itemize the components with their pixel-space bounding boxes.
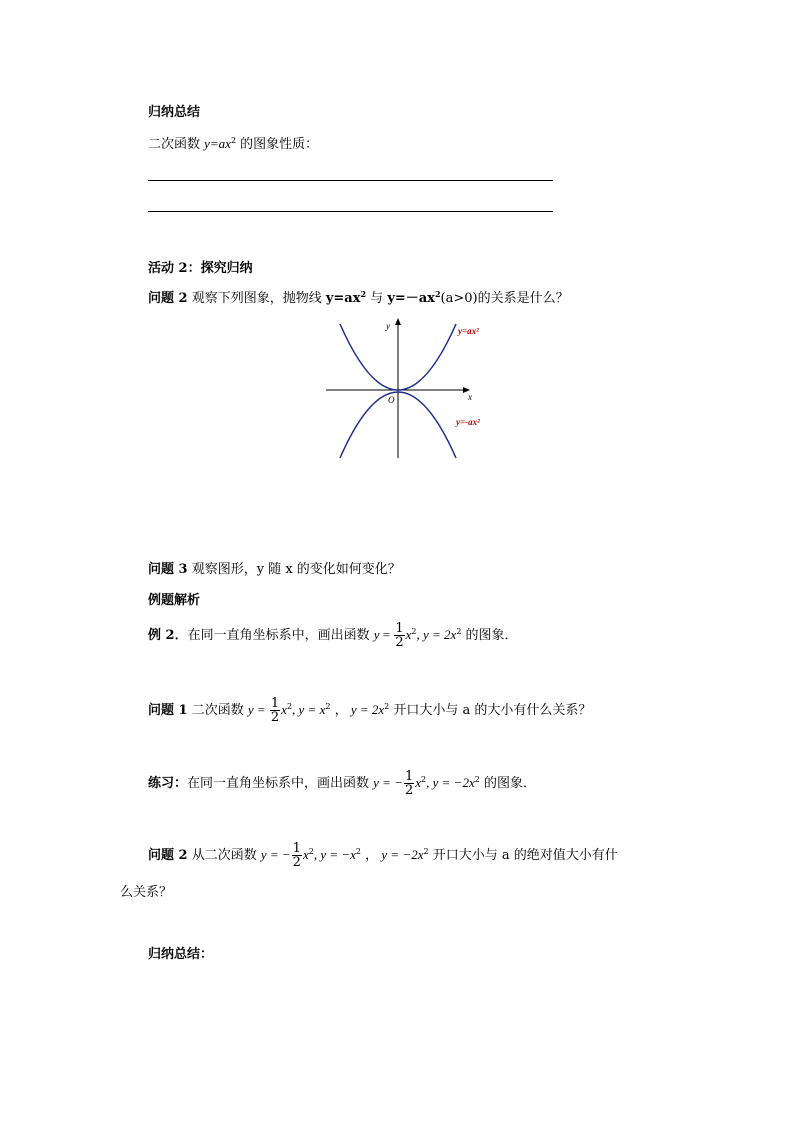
question1-fraction (270, 697, 280, 724)
question2b-numerator: 1 (292, 841, 301, 856)
question2b-sup1: 2 (308, 847, 314, 856)
practice-sup2: 2 (474, 775, 480, 784)
question1-expr-c: , y = x (292, 702, 326, 717)
question2-line (148, 289, 569, 306)
practice-denominator: 2 (404, 783, 414, 798)
question2b-expr-b: x (302, 847, 309, 862)
y-axis-arrow (395, 318, 401, 325)
question2-expr1: y=ax (325, 291, 361, 306)
question2-exp1: 2 (360, 289, 367, 299)
y-axis-label: y (386, 321, 390, 331)
question2-expr2: y=－ax (387, 291, 435, 306)
example2-label: 例 2． (148, 628, 188, 643)
example2-rest: , y = 2x (416, 627, 457, 642)
examples-heading: 例题解析 (148, 593, 201, 608)
question2-exp2: 2 (434, 289, 441, 299)
property-prompt (148, 137, 318, 151)
question3-line (148, 563, 401, 576)
question1-end: 开口大小与 a 的大小有什么关系？ (389, 703, 592, 718)
example2-line (148, 622, 518, 649)
x-axis-label: x (468, 392, 472, 402)
question2-text-b: 与 (366, 291, 388, 306)
question1-denominator: 2 (270, 710, 280, 725)
practice-label: 练习： (148, 776, 188, 791)
question2b-denominator: 2 (292, 855, 301, 870)
question2-text-c: 的关系是什么？ (477, 291, 569, 306)
activity2-heading: 活动 2：探究归纳 (148, 261, 253, 276)
question2b-sep: ， (361, 848, 379, 863)
example2-text: 在同一直角坐标系中，画出函数 (187, 628, 374, 643)
example2-x: x (405, 627, 412, 642)
question2b-line2: 么关系？ (120, 885, 173, 900)
question3-text: 观察图形，y 随 x 的变化如何变化？ (187, 562, 401, 577)
question1-label: 问题 1 (148, 703, 188, 718)
question2b-sup2: 2 (355, 847, 362, 856)
answer-line-2[interactable] (148, 211, 553, 212)
question1-line (148, 697, 591, 724)
question2b-expr-c: , y = −x (313, 847, 356, 862)
question2b-fraction (292, 842, 302, 869)
property-suffix: 的图象性质： (236, 137, 319, 152)
example2-fraction (394, 622, 404, 649)
question1-expr-a: y = (247, 702, 269, 717)
practice-line (148, 770, 536, 797)
label-y-equals-ax2: y=ax² (458, 326, 479, 336)
practice-numerator: 1 (404, 769, 414, 784)
question3-label: 问题 3 (148, 562, 188, 577)
question2b-label: 问题 2 (148, 848, 188, 863)
summary-heading: 归纳总结 (148, 105, 201, 120)
property-expr: y=ax (204, 136, 231, 151)
example2-denominator: 2 (395, 635, 404, 650)
example2-end: 的图象． (461, 628, 518, 643)
answer-line-1[interactable] (148, 180, 553, 181)
example2-sup2: 2 (456, 627, 462, 636)
origin-label: O (388, 395, 395, 405)
example2-sup: 2 (411, 627, 417, 636)
example2-y: y (373, 627, 380, 642)
practice-fraction (404, 770, 414, 797)
practice-expr-c: , y = −2x (426, 775, 475, 790)
question1-text: 二次函数 (187, 703, 248, 718)
property-exp: 2 (230, 136, 237, 145)
parabola-figure (318, 312, 508, 464)
practice-end: 的图象． (479, 776, 536, 791)
practice-sup1: 2 (421, 775, 427, 784)
question2b-end: 开口大小与 a 的绝对值大小有什 (428, 848, 618, 863)
example2-eq: = (379, 627, 394, 642)
question1-numerator: 1 (270, 696, 280, 711)
question2b-text: 从二次函数 (187, 848, 261, 863)
question1-expr-b: x (281, 702, 287, 717)
question1-sup1: 2 (286, 702, 293, 711)
question1-sup3: 2 (384, 702, 390, 711)
question2-label: 问题 2 (148, 291, 188, 306)
question1-expr-d: y = 2x (347, 702, 385, 717)
question2b-expr-d: y = −2x (378, 847, 424, 862)
practice-text: 在同一直角坐标系中，画出函数 (187, 776, 374, 791)
question2-text-a: 观察下列图象，抛物线 (187, 291, 326, 306)
question1-sep: ， (330, 703, 348, 718)
question2b-expr-a: y = − (260, 847, 291, 862)
property-prefix: 二次函数 (148, 137, 205, 152)
label-y-equals-neg-ax2: y=-ax² (456, 417, 480, 427)
practice-expr-a: y = − (373, 775, 403, 790)
question2b-sup3: 2 (423, 847, 429, 856)
question1-sup2: 2 (325, 702, 331, 711)
question2b-line (148, 842, 618, 869)
example2-numerator: 1 (395, 621, 404, 636)
summary2-heading: 归纳总结： (148, 947, 214, 962)
practice-expr-b: x (415, 775, 422, 790)
question2-cond: (a>0) (440, 291, 478, 306)
